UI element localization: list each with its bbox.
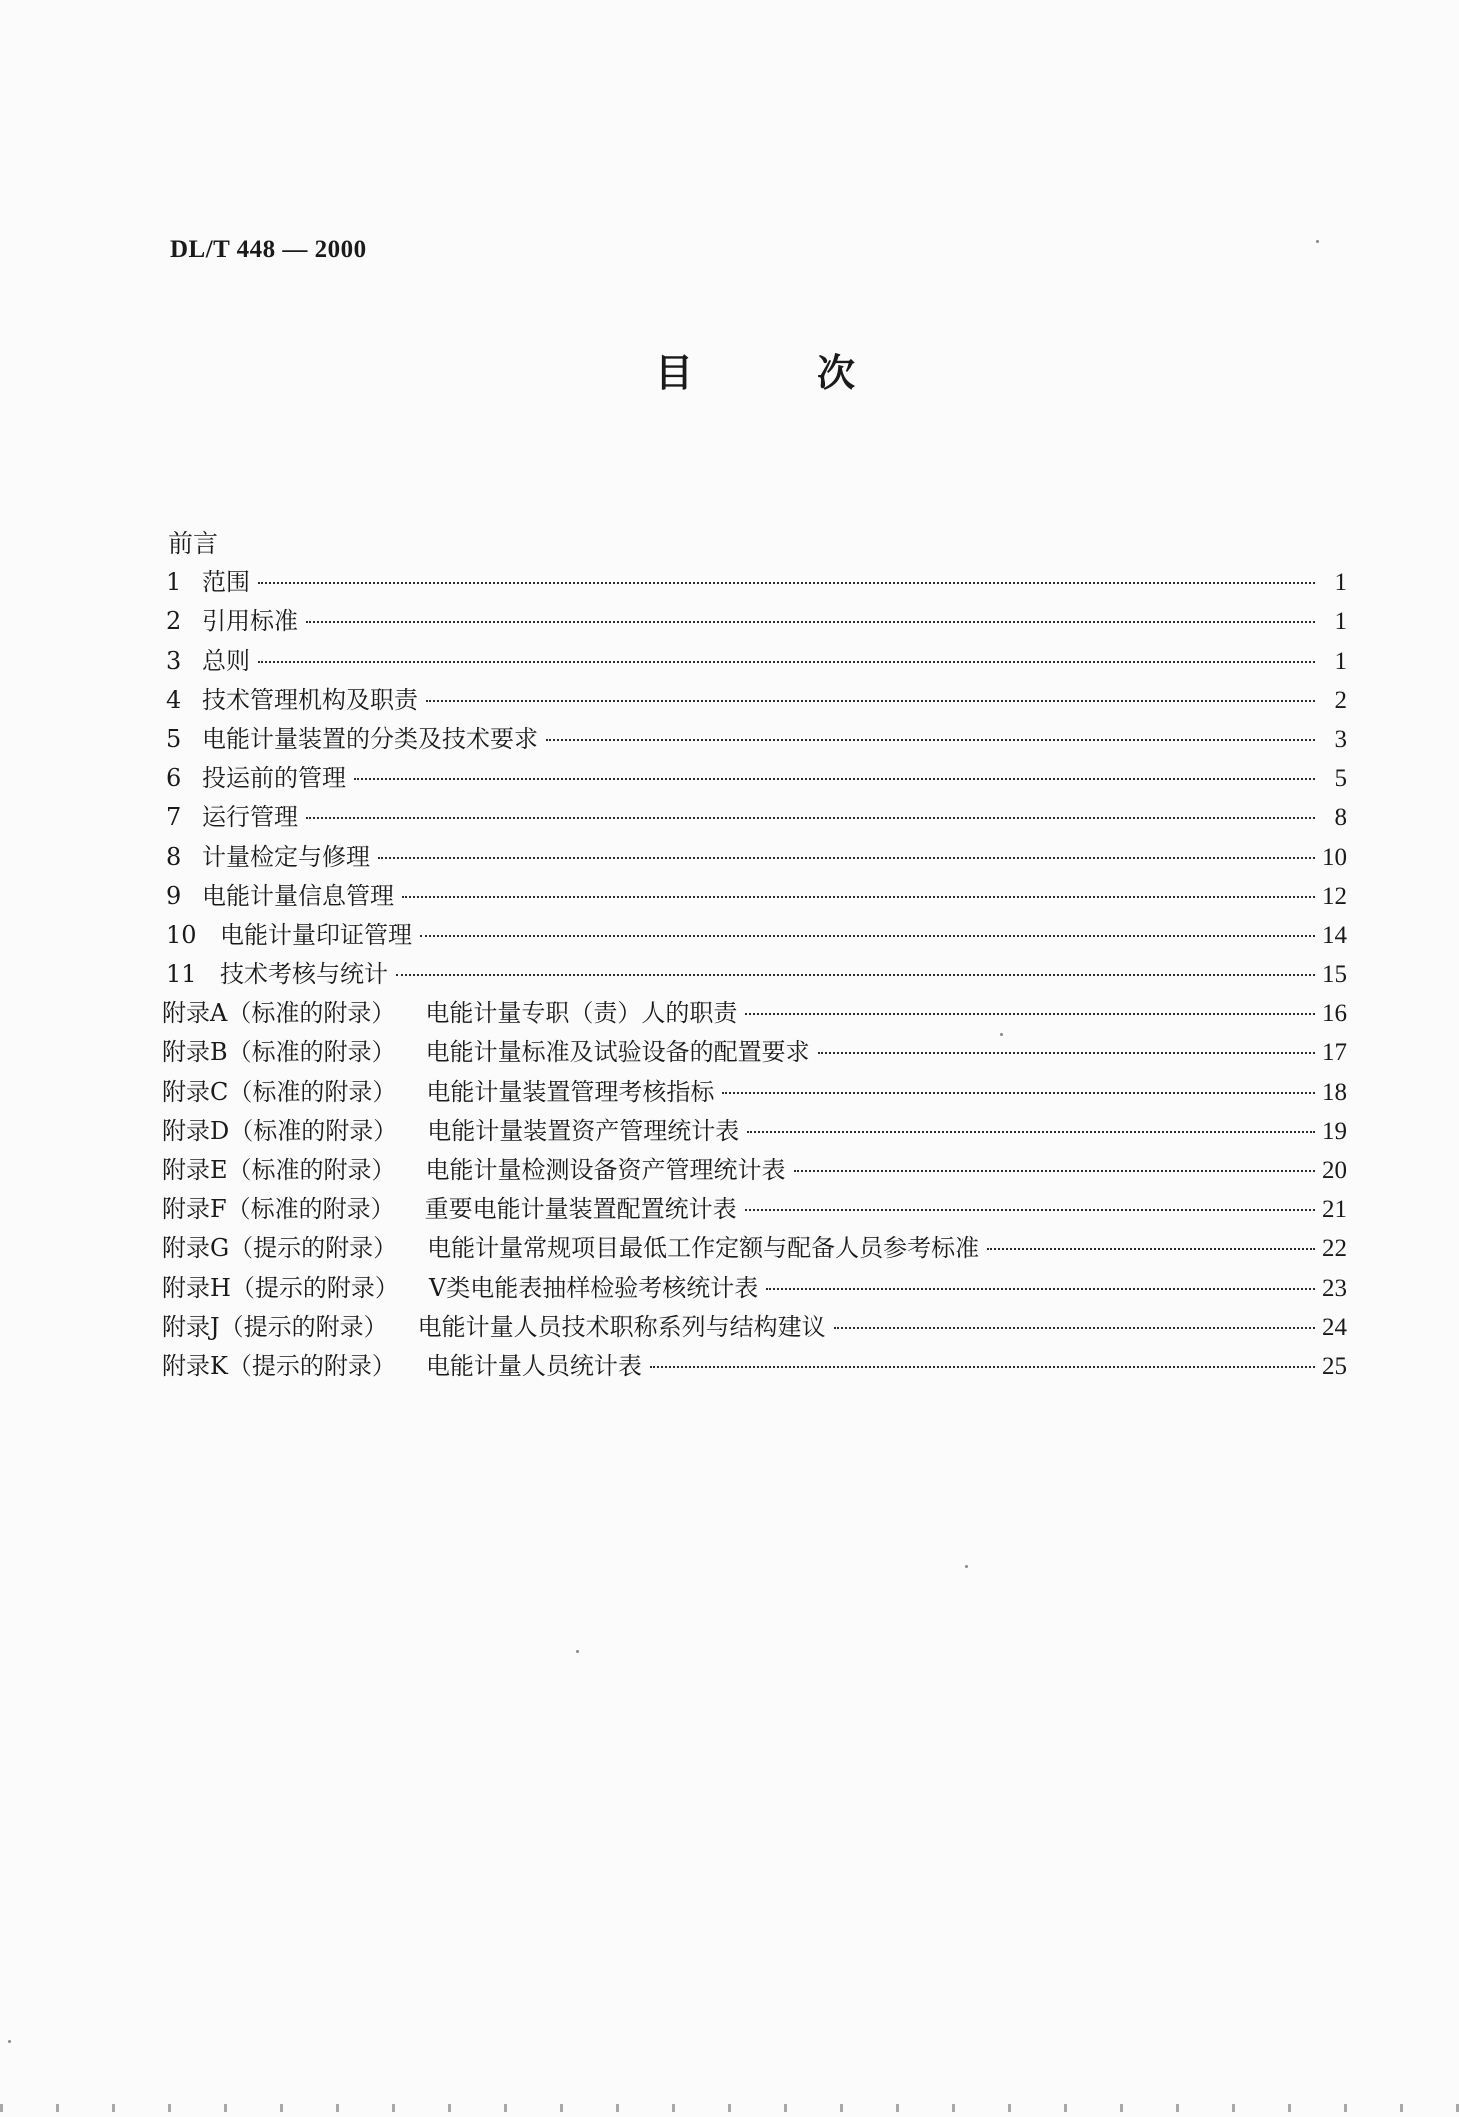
toc-appendix-prefix: 附录G（提示的附录） <box>162 1234 398 1263</box>
toc-chapter-9 <box>162 877 1347 916</box>
toc-page-number: 18 <box>1322 1078 1347 1106</box>
toc-page-number: 3 <box>1334 725 1347 753</box>
toc-appendix-prefix: 附录H（提示的附录） <box>162 1273 399 1302</box>
toc-chapter-title: 总则 <box>202 646 250 675</box>
toc-chapter-number: 11 <box>166 960 197 989</box>
toc-appendix-prefix: 附录B（标准的附录） <box>162 1038 396 1067</box>
toc-chapter-number: 2 <box>166 607 182 636</box>
toc-leader-dots <box>722 1092 1315 1094</box>
toc-leader-dots <box>306 621 1315 623</box>
toc-preface: 前言 <box>168 529 219 558</box>
scan-speck <box>1000 1033 1003 1036</box>
toc-appendix-prefix: 附录A（标准的附录） <box>162 999 396 1028</box>
toc-leader-dots <box>745 1013 1315 1015</box>
toc-leader-dots <box>306 817 1315 819</box>
toc-appendix-prefix: 附录E（标准的附录） <box>162 1156 396 1184</box>
toc-appendix-c <box>162 1073 1347 1112</box>
page-title <box>655 342 855 397</box>
toc-chapter-5 <box>162 720 1347 759</box>
toc-chapter-title: 引用标准 <box>202 607 298 636</box>
toc-chapter-number: 5 <box>166 724 182 753</box>
toc-leader-dots <box>258 582 1315 584</box>
toc-page-number: 22 <box>1322 1235 1347 1263</box>
toc-appendix-g <box>162 1229 1347 1268</box>
toc-leader-dots <box>402 896 1315 898</box>
toc-leader-dots <box>987 1248 1315 1250</box>
toc-chapter-title: 运行管理 <box>202 803 298 832</box>
toc-chapter-6 <box>162 759 1347 798</box>
toc-appendix-h <box>162 1269 1347 1308</box>
toc-page-number: 14 <box>1322 921 1347 949</box>
toc-chapter-title: 范围 <box>202 568 250 597</box>
toc-chapter-10 <box>162 916 1347 955</box>
toc-chapter-number: 1 <box>166 568 182 597</box>
toc-leader-dots <box>426 700 1315 702</box>
toc-page-number: 5 <box>1334 765 1347 793</box>
toc-page-number: 25 <box>1322 1352 1347 1380</box>
toc-appendix-b <box>162 1033 1347 1072</box>
toc-page-number: 16 <box>1322 1000 1347 1028</box>
toc-appendix-title: 电能计量常规项目最低工作定额与配备人员参考标准 <box>427 1234 980 1263</box>
title-char-2: 次 <box>816 351 855 395</box>
toc-appendix-j <box>162 1308 1347 1347</box>
toc-leader-dots <box>396 974 1315 976</box>
toc-leader-dots <box>747 1131 1315 1133</box>
toc-chapter-title: 技术管理机构及职责 <box>202 685 418 714</box>
toc-chapter-number: 8 <box>166 842 182 871</box>
scan-speck <box>965 1565 968 1568</box>
toc-appendix-k <box>162 1347 1347 1386</box>
toc-chapter-1 <box>162 563 1347 602</box>
toc-chapter-number: 6 <box>166 764 182 793</box>
toc-chapter-number: 9 <box>166 881 182 910</box>
toc-page-number: 23 <box>1322 1274 1347 1302</box>
toc-leader-dots <box>354 778 1315 780</box>
toc-page-number: 19 <box>1322 1117 1347 1145</box>
toc-chapter-title: 电能计量信息管理 <box>202 881 394 910</box>
toc-chapter-title: 计量检定与修理 <box>202 842 370 871</box>
toc-chapter-number: 4 <box>166 685 182 714</box>
toc-page-number: 12 <box>1322 882 1347 910</box>
toc-chapter-4 <box>162 681 1347 720</box>
toc-appendix-title: 电能计量标准及试验设备的配置要求 <box>425 1038 810 1067</box>
toc-chapter-number: 10 <box>166 920 197 949</box>
toc-leader-dots <box>258 661 1315 663</box>
toc-page-number: 21 <box>1322 1196 1347 1224</box>
standard-code: DL/T 448 — 2000 <box>170 236 367 263</box>
toc-leader-dots <box>745 1209 1315 1211</box>
toc-page-number: 1 <box>1334 569 1347 597</box>
toc-chapter-8 <box>162 838 1347 877</box>
toc-chapter-title: 电能计量印证管理 <box>220 920 412 949</box>
toc-chapter-7 <box>162 798 1347 837</box>
toc-leader-dots <box>378 857 1315 859</box>
toc-appendix-title: 电能计量专职（责）人的职责 <box>425 999 738 1028</box>
toc-appendix-title: 电能计量检测设备资产管理统计表 <box>425 1156 786 1184</box>
toc-chapter-2 <box>162 602 1347 641</box>
toc-leader-dots <box>794 1170 1315 1172</box>
toc-chapter-title: 电能计量装置的分类及技术要求 <box>202 724 538 753</box>
toc-appendix-title: 电能计量装置管理考核指标 <box>426 1077 715 1106</box>
toc-page-number: 8 <box>1334 804 1347 832</box>
toc-page-number: 20 <box>1322 1157 1347 1184</box>
toc-appendix-prefix: 附录C（标准的附录） <box>162 1077 397 1106</box>
toc-appendix-d <box>162 1112 1347 1151</box>
toc-appendix-title: 电能计量装置资产管理统计表 <box>427 1116 740 1145</box>
toc-appendix-title: 电能计量人员技术职称系列与结构建议 <box>417 1312 826 1341</box>
toc-page-number: 24 <box>1322 1313 1347 1341</box>
toc-appendix-title: 重要电能计量装置配置统计表 <box>424 1195 737 1224</box>
toc-appendix-a <box>162 994 1347 1033</box>
table-of-contents <box>162 524 1347 1386</box>
toc-chapter-title: 技术考核与统计 <box>220 960 388 989</box>
toc-appendix-title: Ⅴ类电能表抽样检验考核统计表 <box>428 1273 759 1302</box>
toc-chapter-number: 3 <box>166 646 182 675</box>
toc-appendix-e <box>162 1151 1347 1190</box>
toc-page-number: 1 <box>1334 608 1347 636</box>
toc-page-number: 15 <box>1322 961 1347 989</box>
toc-leader-dots <box>834 1327 1315 1329</box>
toc-page-number: 10 <box>1322 843 1347 871</box>
toc-chapter-3 <box>162 642 1347 681</box>
title-char-1: 目 <box>655 351 694 395</box>
scan-speck <box>1316 240 1319 243</box>
toc-leader-dots <box>818 1052 1315 1054</box>
toc-leader-dots <box>650 1366 1315 1368</box>
toc-chapter-number: 7 <box>166 803 182 832</box>
toc-page-number: 17 <box>1322 1039 1347 1067</box>
toc-chapter-11 <box>162 955 1347 994</box>
toc-leader-dots <box>766 1288 1315 1290</box>
toc-leader-dots <box>546 739 1315 741</box>
toc-page-number: 1 <box>1334 647 1347 675</box>
scan-speck <box>8 2040 11 2043</box>
toc-chapter-title: 投运前的管理 <box>202 764 346 793</box>
toc-appendix-f <box>162 1190 1347 1229</box>
toc-leader-dots <box>420 935 1315 937</box>
toc-appendix-prefix: 附录D（标准的附录） <box>162 1116 398 1145</box>
toc-appendix-prefix: 附录J（提示的附录） <box>162 1312 388 1341</box>
scan-speck <box>576 1650 579 1653</box>
toc-appendix-prefix: 附录K（提示的附录） <box>162 1351 396 1380</box>
scan-edge-noise <box>0 2104 1459 2112</box>
toc-page-number: 2 <box>1334 686 1347 714</box>
toc-appendix-prefix: 附录F（标准的附录） <box>162 1195 395 1224</box>
toc-appendix-title: 电能计量人员统计表 <box>425 1351 642 1380</box>
